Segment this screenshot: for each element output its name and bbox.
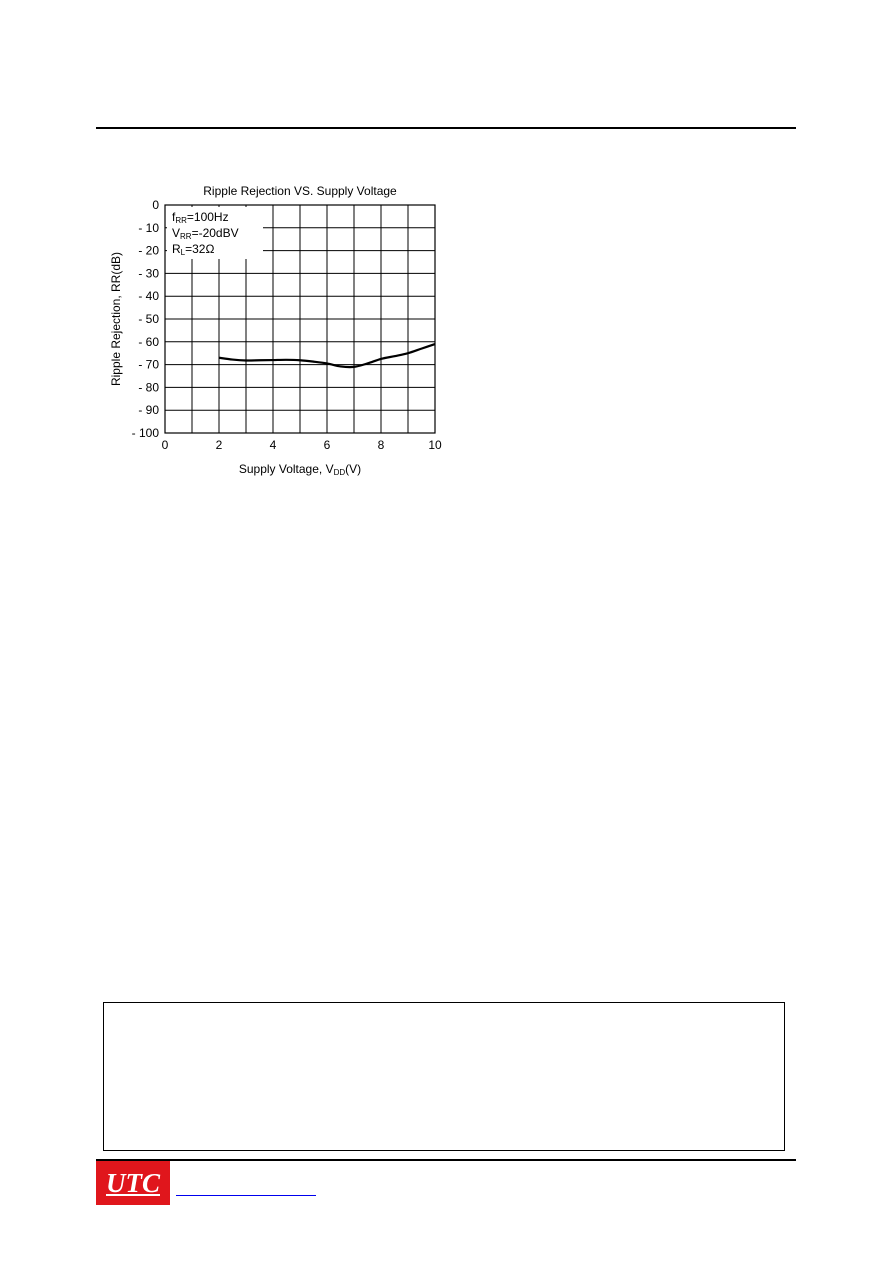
x-tick-label: 4 [269, 438, 277, 452]
condition-line: VRR=-20dBV [172, 226, 239, 241]
y-tick-label: 0 [152, 198, 159, 212]
condition-line: RL=32Ω [172, 242, 215, 257]
y-tick-label: - 70 [138, 357, 159, 372]
y-tick-label: - 20 [138, 243, 159, 258]
ripple-rejection-chart [100, 175, 460, 485]
condition-line: fRR=100Hz [172, 210, 229, 225]
y-axis-label: Ripple Rejection, RR(dB) [109, 251, 123, 387]
notice-box [103, 1002, 785, 1151]
utc-logo [96, 1161, 170, 1205]
y-tick-label: - 40 [138, 289, 159, 304]
footer-link-underline[interactable] [176, 1195, 316, 1196]
footer-rule [96, 1159, 796, 1161]
y-tick-label: - 90 [138, 403, 159, 418]
x-tick-label: 10 [428, 438, 442, 452]
chart-svg [100, 175, 460, 485]
y-tick-label: - 10 [138, 220, 159, 235]
y-tick-label: - 50 [138, 312, 159, 326]
logo-text: UTC [106, 1167, 160, 1198]
x-tick-label: 8 [377, 438, 385, 452]
x-axis-label: Supply Voltage, VDD(V) [238, 462, 362, 477]
y-tick-label: - 80 [138, 380, 159, 395]
header-rule [96, 127, 796, 129]
x-tick-label: 2 [215, 438, 223, 452]
y-tick-label: - 60 [138, 334, 159, 349]
y-tick-label: - 100 [131, 426, 159, 440]
x-tick-label: 0 [161, 438, 169, 452]
chart-title: Ripple Rejection VS. Supply Voltage [203, 184, 397, 198]
x-tick-label: 6 [323, 438, 331, 452]
y-tick-label: - 30 [138, 266, 159, 281]
